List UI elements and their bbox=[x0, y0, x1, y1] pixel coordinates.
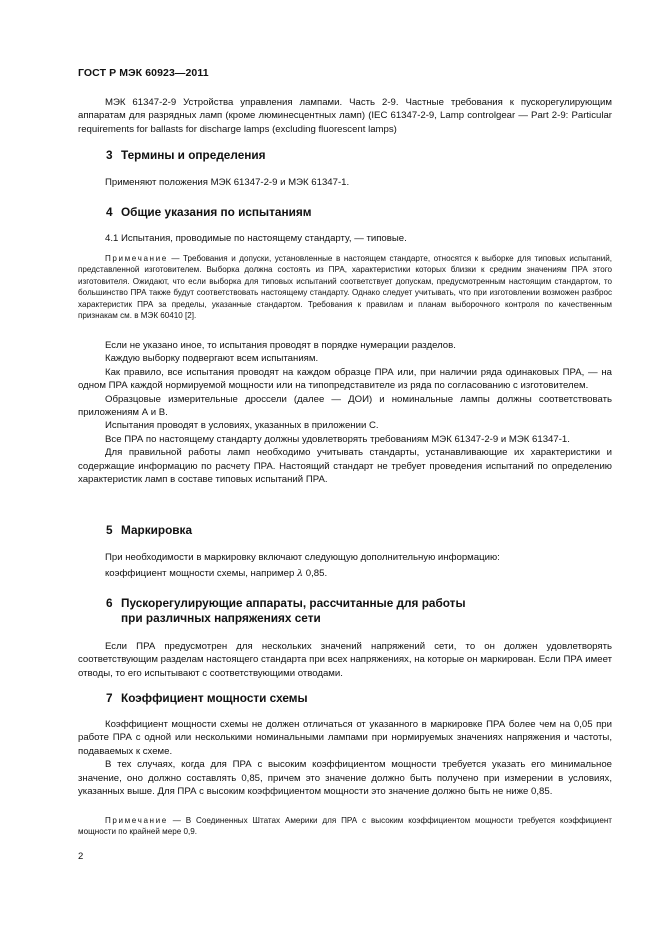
section-6-text: Если ПРА предусмотрен для нескольких значений напряжений сети, то он должен удовлетворять соответствующим разделам настоящего стандарта при всех напряжениях, на которые он маркирован. Если ПРА имеет отводы, то его испытывают с соответствующими отводами. bbox=[78, 641, 612, 679]
section-3-heading bbox=[106, 148, 266, 163]
section-number: 4 bbox=[106, 205, 113, 219]
line-text: коэффициент мощности схемы, например bbox=[105, 568, 298, 579]
section-4-paragraphs bbox=[78, 339, 612, 486]
paragraph: Образцовые измерительные дроссели (далее — ДОИ) и номинальные лампы должны соответствовать приложениям А и В. bbox=[78, 393, 612, 419]
section-title: Общие указания по испытаниям bbox=[121, 205, 312, 219]
section-6-heading bbox=[106, 596, 466, 626]
section-7-paragraphs bbox=[78, 718, 612, 798]
section-title: Маркировка bbox=[121, 523, 193, 537]
paragraph: Коэффициент мощности схемы не должен отличаться от указанного в маркировке ПРА более чем на 0,05 при работе ПРА с одной или несколькими номинальными лампами при нормируемых значениях напряжения и частоты, подаваемых к схеме. bbox=[78, 719, 612, 757]
section-7-note bbox=[78, 815, 612, 838]
paragraph: Все ПРА по настоящему стандарту должны удовлетворять требованиям МЭК 61347-2-9 и МЭК 61347-1. bbox=[105, 433, 570, 445]
paragraph: Для правильной работы ламп необходимо учитывать стандарты, устанавливающие их характеристики и содержащие информацию по расчету ПРА. Настоящий стандарт не требует проведения испытаний по определению характеристик ламп в составе типовых испытаний ПРА. bbox=[78, 447, 612, 486]
paragraph: Как правило, все испытания проводят на каждом образце ПРА или, при наличии ряда одинаковых ПРА, — на одном ПРА каждой нормируемой мощности или на типопредставителе из ряда по согласованию с изготовителем. bbox=[78, 366, 612, 392]
line-text-end: 0,85. bbox=[303, 568, 328, 579]
note-label: Примечание bbox=[105, 254, 168, 263]
section-5-heading bbox=[106, 523, 192, 538]
section-number: 5 bbox=[106, 523, 113, 537]
paragraph: Каждую выборку подвергают всем испытаниям. bbox=[105, 353, 319, 365]
note-text: — Требования и допуски, установленные в настоящем стандарте, относятся к выборке для типовых испытаний, представленной изготовителем. Выборка должна состоять из ПРА, характеристики которых близки к средним значениям ПРА этого изготовителя. Ожидают, что если выборка для типовых испытаний соответствует допускам, предусмотренным настоящим стандартом, то большинство ПРА также будут соответствовать настоящему стандарту. Однако следует учитывать, что при изготовлении возможен разброс характеристик ПРА за пределы, указанные стандартом. Требования к правилам и планам выборочного контроля по качественным признакам см. в МЭК 60410 [2]. bbox=[78, 254, 612, 321]
paragraph: В тех случаях, когда для ПРА с высоким коэффициентом мощности требуется указать его минимальное значение, оно должно составлять 0,85, причем это значение должно быть получено при измерении в условиях, указанных выше. Для ПРА с высоким коэффициентом мощности это значение должно быть не ниже 0,85. bbox=[78, 759, 612, 798]
section-title: Коэффициент мощности схемы bbox=[121, 691, 308, 705]
document-header: ГОСТ Р МЭК 60923—2011 bbox=[78, 67, 209, 79]
section-3-text: Применяют положения МЭК 61347-2-9 и МЭК 61347-1. bbox=[105, 177, 350, 188]
section-5-line-1: При необходимости в маркировку включают следующую дополнительную информацию: bbox=[105, 552, 500, 563]
note-text: — В Соединенных Штатах Америки для ПРА с высоким коэффициентом мощности требуется коэффициент мощности по крайней мере 0,9. bbox=[78, 816, 612, 837]
section-number: 6 bbox=[106, 596, 113, 610]
section-number: 3 bbox=[106, 148, 113, 162]
section-5-line-2 bbox=[105, 567, 612, 580]
paragraph: Если не указано иное, то испытания проводят в порядке нумерации разделов. bbox=[105, 340, 456, 351]
section-title: Термины и определения bbox=[121, 148, 266, 162]
note-label: Примечание bbox=[105, 816, 168, 825]
section-number: 7 bbox=[106, 691, 113, 705]
section-4-note bbox=[78, 253, 612, 321]
clause-4-1: 4.1 Испытания, проводимые по настоящему стандарту, — типовые. bbox=[105, 233, 407, 244]
page-number: 2 bbox=[78, 851, 84, 862]
section-title-line-1: Пускорегулирующие аппараты, рассчитанные для работы bbox=[121, 596, 466, 610]
section-4-heading bbox=[106, 205, 311, 220]
reference-paragraph: МЭК 61347-2-9 Устройства управления лампами. Часть 2-9. Частные требования к пускорегулирующим аппаратам для разрядных ламп (кроме люминесцентных ламп) (IEC 61347-2-9, Lamp controlgear — Part 2-9: Particular requirements for ballasts for discharge lamps (excluding fluorescent lamps) bbox=[78, 97, 612, 135]
paragraph: Испытания проводят в условиях, указанных в приложении С. bbox=[105, 420, 379, 432]
section-title-line-2: при различных напряжениях сети bbox=[121, 611, 321, 625]
lambda-symbol: λ bbox=[297, 568, 304, 579]
section-7-heading bbox=[106, 691, 308, 706]
